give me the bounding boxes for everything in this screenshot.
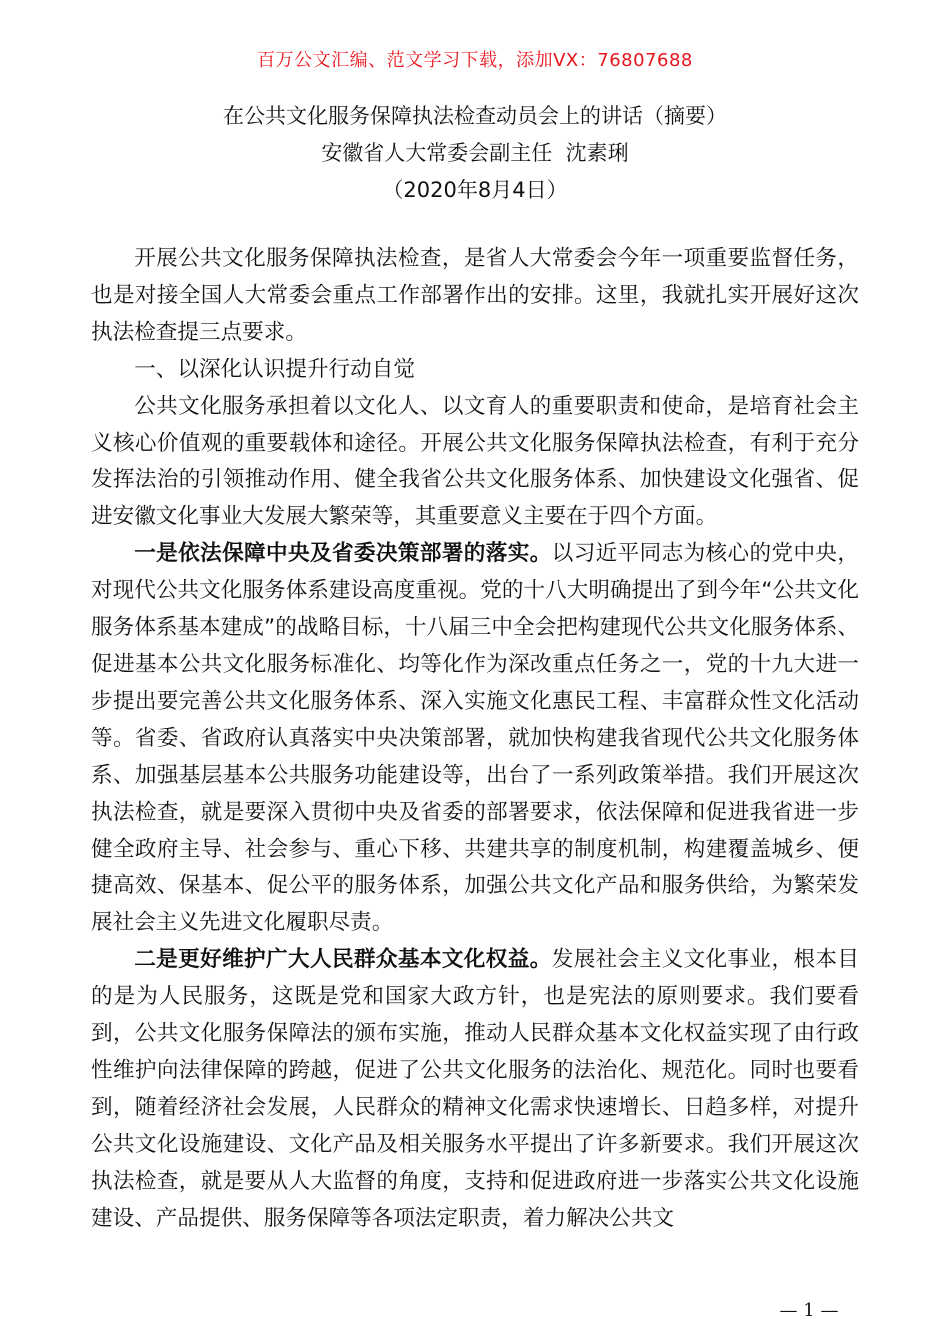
section-heading [91, 352, 859, 389]
paragraph-lead: 一是依法保障中央及省委决策部署的落实。 [134, 541, 552, 567]
title-block [0, 98, 950, 209]
document-body [91, 241, 859, 1237]
paragraph-text: 发展社会主义文化事业，根本目的是为人民服务，这既是党和国家大政方针，也是宪法的原则要求。我们要看到，公共文化服务保障法的颁布实施，推动人民群众基本文化权益实现了由行政性维护向法律保障的跨越，促进了公共文化服务的法治化、规范化。同时也要看到，随着经济社会发展，人民群众的精神文化需求快速增长、日趋多样，对提升公共文化设施建设、文化产品及相关服务水平提出了许多新要求。我们开展这次执法检查，就是要从人大监督的角度，支持和促进政府进一步落实公共文化设施建设、产品提供、服务保障等各项法定职责，着力解决公共文 [91, 947, 859, 1231]
paragraph-lead: 二是更好维护广大人民群众基本文化权益。 [134, 947, 552, 973]
paragraph [91, 536, 859, 942]
paragraph-text: 开展公共文化服务保障执法检查，是省人大常委会今年一项重要监督任务，也是对接全国人大常委会重点工作部署作出的安排。这里，我就扎实开展好这次执法检查提三点要求。 [91, 246, 859, 345]
paragraph [91, 241, 859, 352]
paragraph [91, 389, 859, 537]
paragraph-text: 以习近平同志为核心的党中央，对现代公共文化服务体系建设高度重视。党的十八大明确提出了到今年“公共文化服务体系基本建成”的战略目标，十八届三中全会把构建现代公共文化服务体系、促进基本公共文化服务标准化、均等化作为深改重点任务之一，党的十九大进一步提出要完善公共文化服务体系、深入实施文化惠民工程、丰富群众性文化活动等。省委、省政府认真落实中央决策部署，就加快构建我省现代公共文化服务体系、加强基层基本公共服务功能建设等，出台了一系列政策举措。我们开展这次执法检查，就是要深入贯彻中央及省委的部署要求，依法保障和促进我省进一步健全政府主导、社会参与、重心下移、共建共享的制度机制，构建覆盖城乡、便捷高效、保基本、促公平的服务体系，加强公共文化产品和服务供给，为繁荣发展社会主义先进文化履职尽责。 [91, 541, 859, 936]
promo-banner: 百万公文汇编、范文学习下载，添加VX：76807688 [257, 50, 693, 71]
speaker-line: 安徽省人大常委会副主任 沈素琍 [321, 141, 629, 165]
paragraph-text: 公共文化服务承担着以文化人、以文育人的重要职责和使命，是培育社会主义核心价值观的重要载体和途径。开展公共文化服务保障执法检查，有利于充分发挥法治的引领推动作用、健全我省公共文化服务体系、加快建设文化强省、促进安徽文化事业大发展大繁荣等，其重要意义主要在于四个方面。 [91, 393, 859, 530]
page-number: — 1 — [779, 1300, 839, 1321]
speech-date: （2020年8月4日） [382, 178, 568, 202]
section-heading-text: 一、以深化认识提升行动自觉 [134, 356, 415, 382]
document-title: 在公共文化服务保障执法检查动员会上的讲话（摘要） [223, 104, 727, 128]
paragraph [91, 942, 859, 1237]
